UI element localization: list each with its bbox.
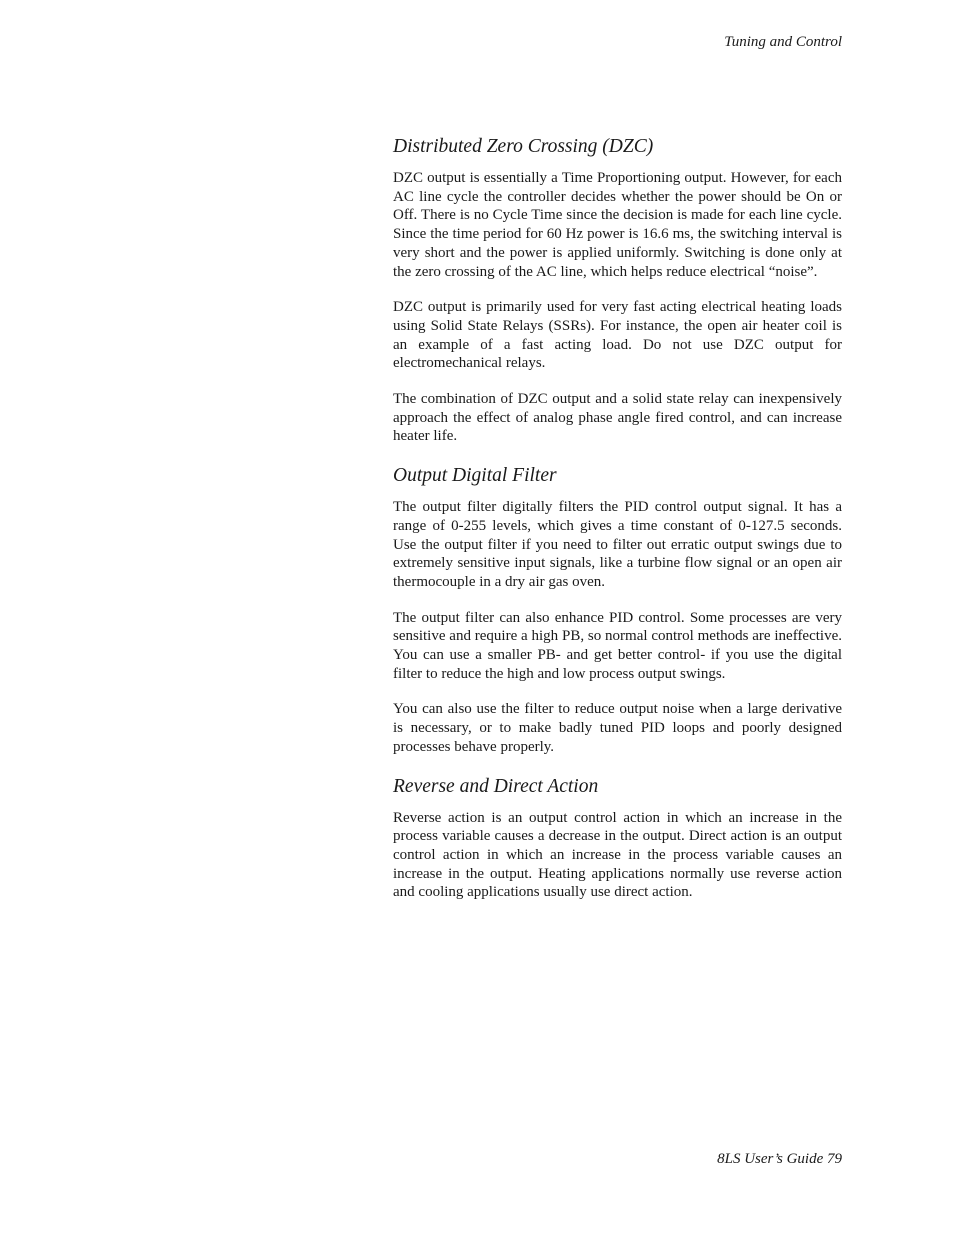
paragraph: Reverse action is an output control action in which an increase in the process variable causes a decrease in the output. Direct action is an output control action in which an increase in the process variable causes an increase in the output. Heating applications normally use reverse action and cooling applications usually use direct action.: [393, 809, 842, 901]
section-heading: Output Digital Filter: [393, 465, 557, 487]
paragraph: The output filter can also enhance PID control. Some processes are very sensitive and require a high PB, so normal control methods are ineffective. You can use a smaller PB- and get better control- if you use the digital filter to reduce the high and low process output swings.: [393, 609, 842, 682]
section-heading: Reverse and Direct Action: [393, 775, 599, 797]
page-footer: 8LS User’s Guide 79: [717, 1151, 842, 1167]
paragraph: DZC output is essentially a Time Proportioning output. However, for each AC line cycle the controller decides whether the power should be On or Off. There is no Cycle Time since the decision is made for each line cycle. Since the time period for 60 Hz power is 16.6 ms, the switching interval is very short and the power is applied uniformly. Switching is done only at the zero crossing of the AC line, which helps reduce electrical “noise”.: [393, 170, 842, 280]
paragraph: You can also use the filter to reduce output noise when a large derivative is necessary, or to make badly tuned PID loops and poorly designed processes behave properly.: [393, 701, 842, 755]
running-header: Tuning and Control: [724, 34, 842, 50]
paragraph: DZC output is primarily used for very fast acting electrical heating loads using Solid State Relays (SSRs). For instance, the open air heater coil is an example of a fast acting load. Do not use DZC output for electromechanical relays.: [393, 299, 842, 372]
section-heading: Distributed Zero Crossing (DZC): [393, 136, 654, 157]
page-content: [393, 134, 842, 919]
section-output-digital-filter: [393, 463, 842, 756]
paragraph: The combination of DZC output and a solid state relay can inexpensively approach the effect of analog phase angle fired control, and can increase heater life.: [393, 391, 842, 445]
paragraph: The output filter digitally filters the PID control output signal. It has a range of 0-255 levels, which gives a time constant of 0-127.5 seconds. Use the output filter if you need to filter out erratic output swings due to extremely sensitive input signals, like a turbine flow signal or an open air thermocouple in a dry air gas oven.: [393, 499, 842, 590]
section-dzc: [393, 134, 842, 446]
section-reverse-direct-action: [393, 774, 842, 903]
